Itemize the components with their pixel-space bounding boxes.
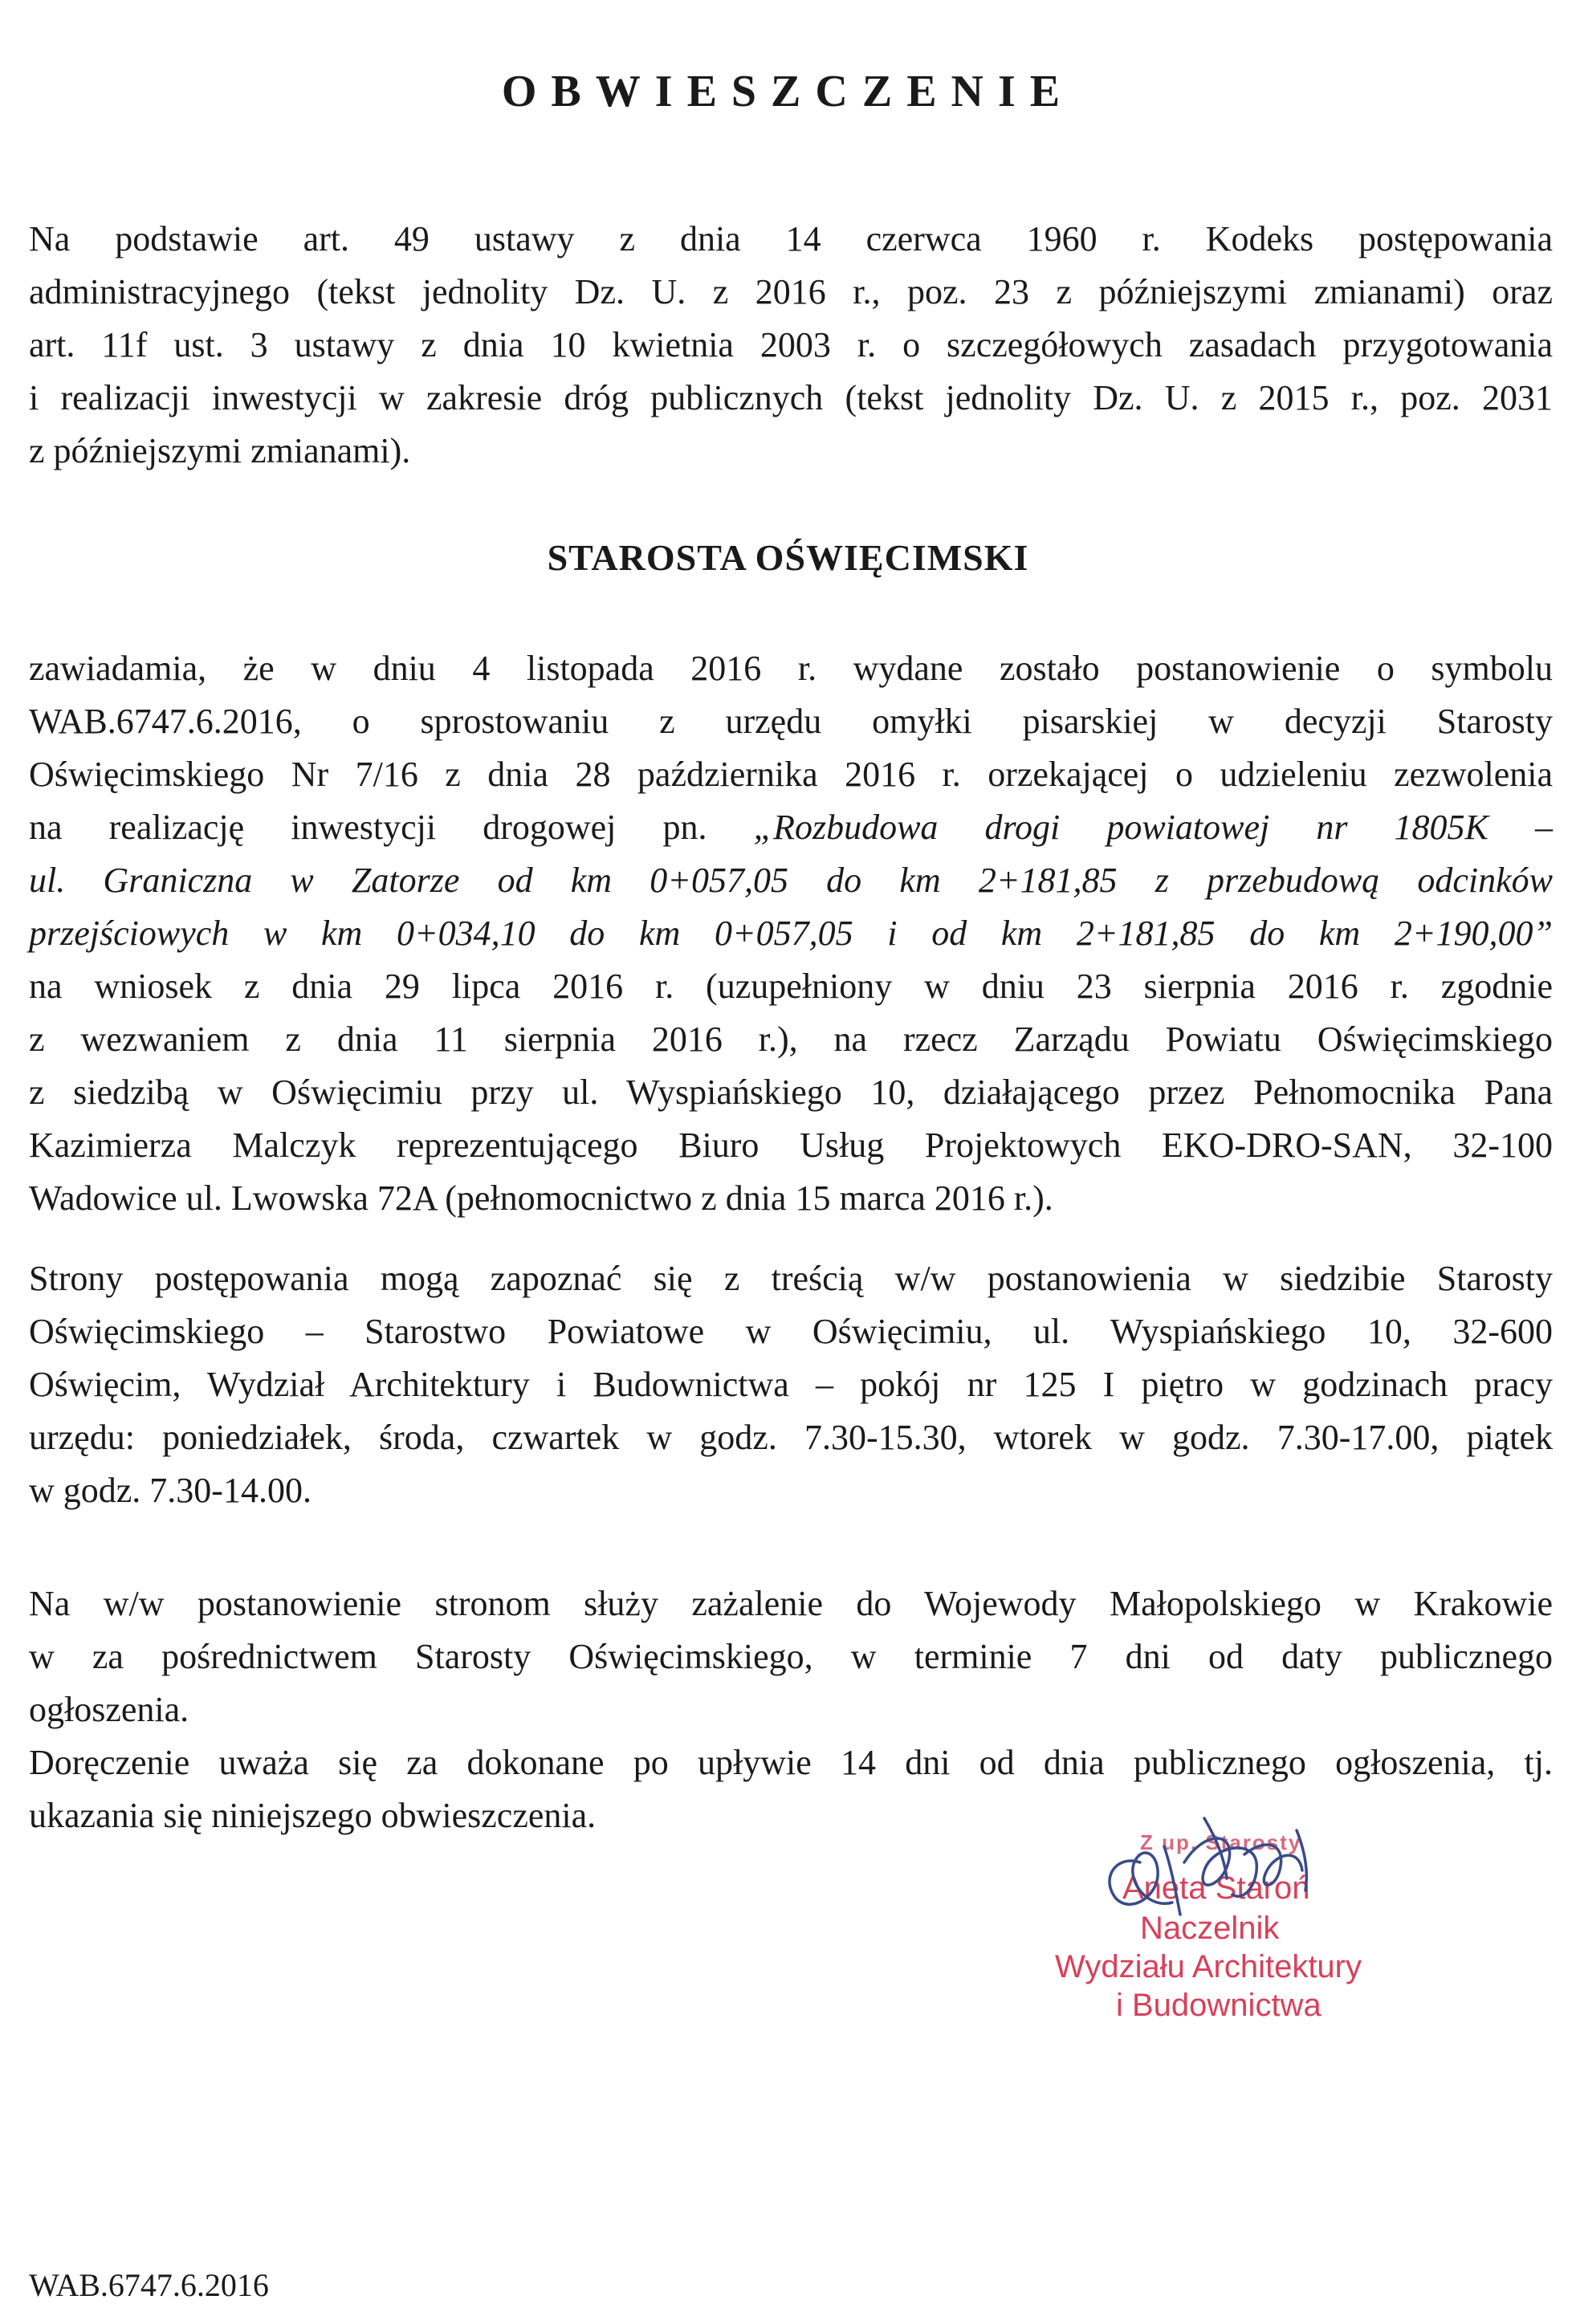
notice-line-italic: przejściowych w km 0+034,10 do km 0+057,05 i od km 2+181,85 do km 2+190,00” [29,914,1553,953]
authority-heading: STAROSTA OŚWIĘCIMSKI [547,537,1029,578]
legal-basis-line: z późniejszymi zmianami). [29,431,411,470]
notice-line: na wniosek z dnia 29 lipca 2016 r. (uzupełniony w dniu 23 sierpnia 2016 r. zgodnie [29,967,1553,1006]
parties-line: urzędu: poniedziałek, środa, czwartek w godz. 7.30-15.30, wtorek w godz. 7.30-17.00, piątek [29,1418,1553,1457]
project-name-start: „Rozbudowa drogi powiatowej nr 1805K – [753,808,1554,847]
notice-line: Kazimierza Malczyk reprezentującego Biuro Usług Projektowych EKO-DRO-SAN, 32-100 [29,1125,1553,1165]
stamp-top-text: Z up. Starosty [1140,1830,1302,1854]
notice-line: Oświęcimskiego Nr 7/16 z dnia 28 października 2016 r. orzekającej o udzieleniu zezwolenia [29,755,1553,794]
document-title: OBWIESZCZENIE [501,67,1075,116]
appeal-line: Na w/w postanowienie stronom służy zażalenie do Wojewody Małopolskiego w Krakowie [29,1584,1553,1623]
stamp-role: Naczelnik [1140,1911,1280,1946]
stamp-department-line1: Wydziału Architektury [1055,1949,1362,1984]
stamp-department-line2: i Budownictwa [1116,1988,1321,2023]
signature-stamp [1036,1814,1421,2055]
notice-line-italic: ul. Graniczna w Zatorze od km 0+057,05 do km 2+181,85 z przebudową odcinków [29,861,1553,900]
parties-line: Oświęcimskiego – Starostwo Powiatowe w Oświęcimiu, ul. Wyspiańskiego 10, 32-600 [29,1312,1553,1351]
parties-line: w godz. 7.30-14.00. [29,1471,312,1510]
case-reference: WAB.6747.6.2016 [29,2267,269,2303]
notice-line: Wadowice ul. Lwowska 72A (pełnomocnictwo z dnia 15 marca 2016 r.). [29,1178,1053,1218]
legal-basis-paragraph [29,213,1553,478]
appeal-paragraph [29,1577,1553,1736]
notice-paragraph [29,642,1553,1225]
notice-line: zawiadamia, że w dniu 4 listopada 2016 r. wydane zostało postanowienie o symbolu [29,649,1553,688]
legal-basis-line: Na podstawie art. 49 ustawy z dnia 14 czerwca 1960 r. Kodeks postępowania [29,219,1553,258]
notice-line: z wezwaniem z dnia 11 sierpnia 2016 r.), na rzecz Zarządu Powiatu Oświęcimskiego [29,1020,1553,1059]
notice-line-plain: na realizację inwestycji drogowej pn. [29,808,707,847]
notice-line-project [29,801,1553,854]
notice-line: z siedzibą w Oświęcimiu przy ul. Wyspiańskiego 10, działającego przez Pełnomocnika Pana [29,1072,1553,1112]
legal-basis-line: i realizacji inwestycji w zakresie dróg publicznych (tekst jednolity Dz. U. z 2015 r., poz. 2031 [29,378,1553,417]
legal-basis-line: art. 11f ust. 3 ustawy z dnia 10 kwietnia 2003 r. o szczegółowych zasadach przygotowania [29,325,1553,364]
appeal-line: w za pośrednictwem Starosty Oświęcimskiego, w terminie 7 dni od daty publicznego [29,1637,1553,1676]
delivery-line: ukazania się niniejszego obwieszczenia. [29,1796,597,1835]
parties-paragraph [29,1252,1553,1517]
parties-line: Strony postępowania mogą zapoznać się z treścią w/w postanowienia w siedzibie Starosty [29,1259,1553,1298]
notice-line: WAB.6747.6.2016, o sprostowaniu z urzędu omyłki pisarskiej w decyzji Starosty [29,702,1553,741]
appeal-line: ogłoszenia. [29,1690,189,1729]
handwritten-signature [1084,1814,1341,1935]
parties-line: Oświęcim, Wydział Architektury i Budownictwa – pokój nr 125 I piętro w godzinach pracy [29,1365,1553,1404]
stamp-name: Aneta Staroń [1122,1870,1310,1906]
legal-basis-line: administracyjnego (tekst jednolity Dz. U. z 2016 r., poz. 23 z późniejszymi zmianami) oraz [29,272,1553,311]
delivery-line: Doręczenie uważa się za dokonane po upływie 14 dni od dnia publicznego ogłoszenia, tj. [29,1743,1553,1782]
